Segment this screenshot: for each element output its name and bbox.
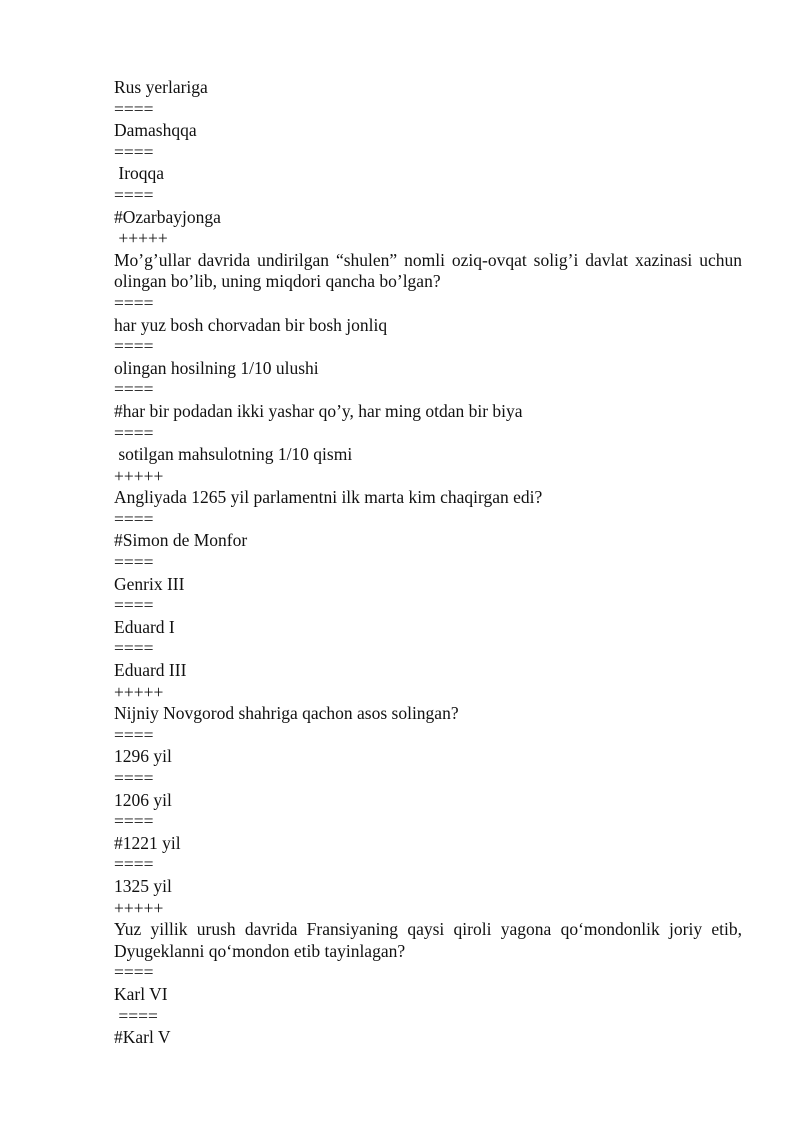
answer-option: Genrix III <box>114 573 185 594</box>
question-text: Nijniy Novgorod shahriga qachon asos solingan? <box>114 703 459 724</box>
correct-answer-option: #1221 yil <box>114 832 181 853</box>
answer-option: 1296 yil <box>114 746 172 767</box>
question-separator: +++++ <box>114 897 164 918</box>
option-separator: ==== <box>114 184 154 205</box>
option-separator: ==== <box>114 552 154 573</box>
option-separator: ==== <box>114 141 154 162</box>
option-separator: ==== <box>114 336 154 357</box>
answer-option: olingan hosilning 1/10 ulushi <box>114 357 319 378</box>
correct-answer-option: #Simon de Monfor <box>114 530 248 551</box>
answer-option: Rus yerlariga <box>114 77 208 97</box>
answer-option: 1325 yil <box>114 875 172 896</box>
answer-option: Eduard III <box>114 660 187 681</box>
correct-answer-option: #Karl V <box>114 1027 171 1048</box>
option-separator: ==== <box>114 962 154 983</box>
answer-option: Karl VI <box>114 983 168 1004</box>
option-separator: ==== <box>114 595 154 616</box>
option-separator: ==== <box>114 768 154 788</box>
question-text: Yuz yillik urush davrida Fransiyaning qaysi qiroli yagona qo‘mondonlik joriy etib, Dyugeklanni qo‘mondon etib tayinlagan? <box>114 919 742 961</box>
option-separator: ==== <box>114 811 154 832</box>
question-text: Angliyada 1265 yil parlamentni ilk marta kim chaqirgan edi? <box>114 487 543 508</box>
option-separator: ==== <box>114 98 154 119</box>
option-separator: ==== <box>114 724 154 745</box>
answer-option: 1206 yil <box>114 789 172 810</box>
correct-answer-option: #har bir podadan ikki yashar qo’y, har ming otdan bir biya <box>114 400 523 421</box>
question-separator: +++++ <box>114 465 164 486</box>
correct-answer-option: #Ozarbayjonga <box>114 206 221 227</box>
answer-option: Iroqqa <box>114 163 165 184</box>
question-separator: +++++ <box>114 228 168 249</box>
option-separator: ==== <box>114 854 154 875</box>
option-separator: ==== <box>114 638 154 659</box>
document-page <box>114 77 742 1049</box>
answer-option: Damashqqa <box>114 120 197 141</box>
option-separator: ==== <box>114 292 154 313</box>
question-text: Mo’g’ullar davrida undirilgan “shulen” nomli oziq-ovqat solig’i davlat xazinasi uchun olingan bo’lib, uning miqdori qancha bo’lgan? <box>114 249 742 292</box>
option-separator: ==== <box>114 1005 158 1026</box>
option-separator: ==== <box>114 422 154 443</box>
answer-option: Eduard I <box>114 616 175 637</box>
answer-option: har yuz bosh chorvadan bir bosh jonliq <box>114 314 388 335</box>
option-separator: ==== <box>114 508 154 529</box>
question-separator: +++++ <box>114 681 164 702</box>
option-separator: ==== <box>114 379 154 400</box>
answer-option: sotilgan mahsulotning 1/10 qismi <box>114 444 353 465</box>
